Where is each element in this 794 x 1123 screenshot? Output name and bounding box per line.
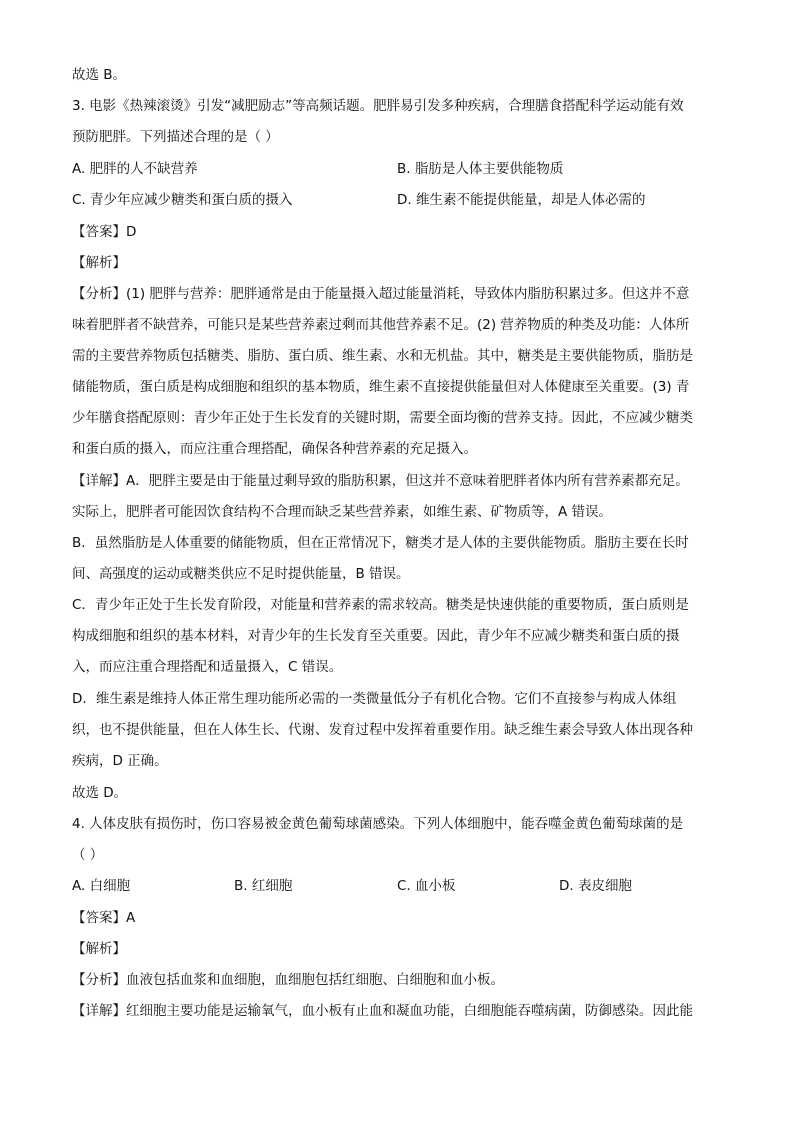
q3-detail-line: 实际上，肥胖者可能因饮食结构不合理而缺乏某些营养素，如维生素、矿物质等，A 错误。 [72,504,613,520]
q3-stem-line-1: 3. 电影《热辣滚烫》引发“减肥励志”等高频话题。肥胖易引发多种疾病，合理膳食搭配科学运动能有效 [72,98,684,114]
q3-fenxi-line: 和蛋白质的摄入，而应注重合理搭配，确保各种营养素的充足摄入。 [72,441,477,457]
q3-stem-line-2: 预防肥胖。下列描述合理的是（ ） [72,129,279,145]
q3-option-a: A. 肥胖的人不缺营养 [72,161,198,177]
q4-option-a: A. 白细胞 [72,878,131,894]
q4-option-c: C. 血小板 [397,878,456,894]
q3-fenxi-line: 储能物质，蛋白质是构成细胞和组织的基本物质，维生素不直接提供能量但对人体健康至关重要。(3) 青 [72,379,690,395]
q3-detail-line: 织，也不提供能量，但在人体生长、代谢、发育过程中发挥着重要作用。缺乏维生素会导致人体出现各种 [72,722,693,738]
q4-detail: 【详解】红细胞主要功能是运输氧气，血小板有止血和凝血功能，白细胞能吞噬病菌，防御感染。因此能 [72,1003,693,1019]
q3-detail-line: 疾病，D 正确。 [72,753,168,769]
q3-detail-line: 间、高强度的运动或糖类供应不足时提供能量，B 错误。 [72,566,410,582]
q3-detail-line: 【详解】A．肥胖主要是由于能量过剩导致的脂肪积累，但这并不意味着肥胖者体内所有营养素都充足。 [72,473,689,489]
q3-detail-line: D．维生素是维持人体正常生理功能所必需的一类微量低分子有机化合物。它们不直接参与构成人体组 [72,691,677,707]
q3-detail-line: 入，而应注重合理搭配和适量摄入，C 错误。 [72,659,343,675]
q3-detail-line: B．虽然脂肪是人体重要的储能物质，但在正常情况下，糖类才是人体的主要供能物质。脂肪主要在长时 [72,535,689,551]
prev-conclusion: 故选 B。 [72,67,127,83]
q3-option-c: C. 青少年应减少糖类和蛋白质的摄入 [72,192,293,208]
q3-fenxi-line: 【分析】(1) 肥胖与营养：肥胖通常是由于能量摄入超过能量消耗，导致体内脂肪积累过多。但这并不意 [72,286,690,302]
q3-answer: 【答案】D [72,224,137,240]
q4-fenxi: 【分析】血液包括血浆和血细胞，血细胞包括红细胞、白细胞和血小板。 [72,972,504,988]
q3-option-d: D. 维生素不能提供能量，却是人体必需的 [397,192,646,208]
q3-analysis-heading: 【解析】 [72,255,126,271]
q4-option-b: B. 红细胞 [234,878,293,894]
q3-conclusion: 故选 D。 [72,785,128,801]
q4-stem-line-2: （ ） [72,847,104,863]
q4-stem-line-1: 4. 人体皮肤有损伤时，伤口容易被金黄色葡萄球菌感染。下列人体细胞中，能吞噬金黄色葡萄球菌的是 [72,816,684,832]
q3-detail-line: 构成细胞和组织的基本材料，对青少年的生长发育至关重要。因此，青少年不应减少糖类和蛋白质的摄 [72,628,680,644]
q3-fenxi-line: 味着肥胖者不缺营养，可能只是某些营养素过剩而其他营养素不足。(2) 营养物质的种类及功能：人体所 [72,317,690,333]
q4-option-d: D. 表皮细胞 [559,878,632,894]
q3-fenxi-line: 少年膳食搭配原则：青少年正处于生长发育的关键时期，需要全面均衡的营养支持。因此，不应减少糖类 [72,410,693,426]
q4-analysis-heading: 【解析】 [72,941,126,957]
q3-option-b: B. 脂肪是人体主要供能物质 [397,161,564,177]
q3-detail-line: C．青少年正处于生长发育阶段，对能量和营养素的需求较高。糖类是快速供能的重要物质，蛋白质则是 [72,597,689,613]
q4-answer: 【答案】A [72,910,136,926]
q3-fenxi-line: 需的主要营养物质包括糖类、脂肪、蛋白质、维生素、水和无机盐。其中，糖类是主要供能物质，脂肪是 [72,348,693,364]
